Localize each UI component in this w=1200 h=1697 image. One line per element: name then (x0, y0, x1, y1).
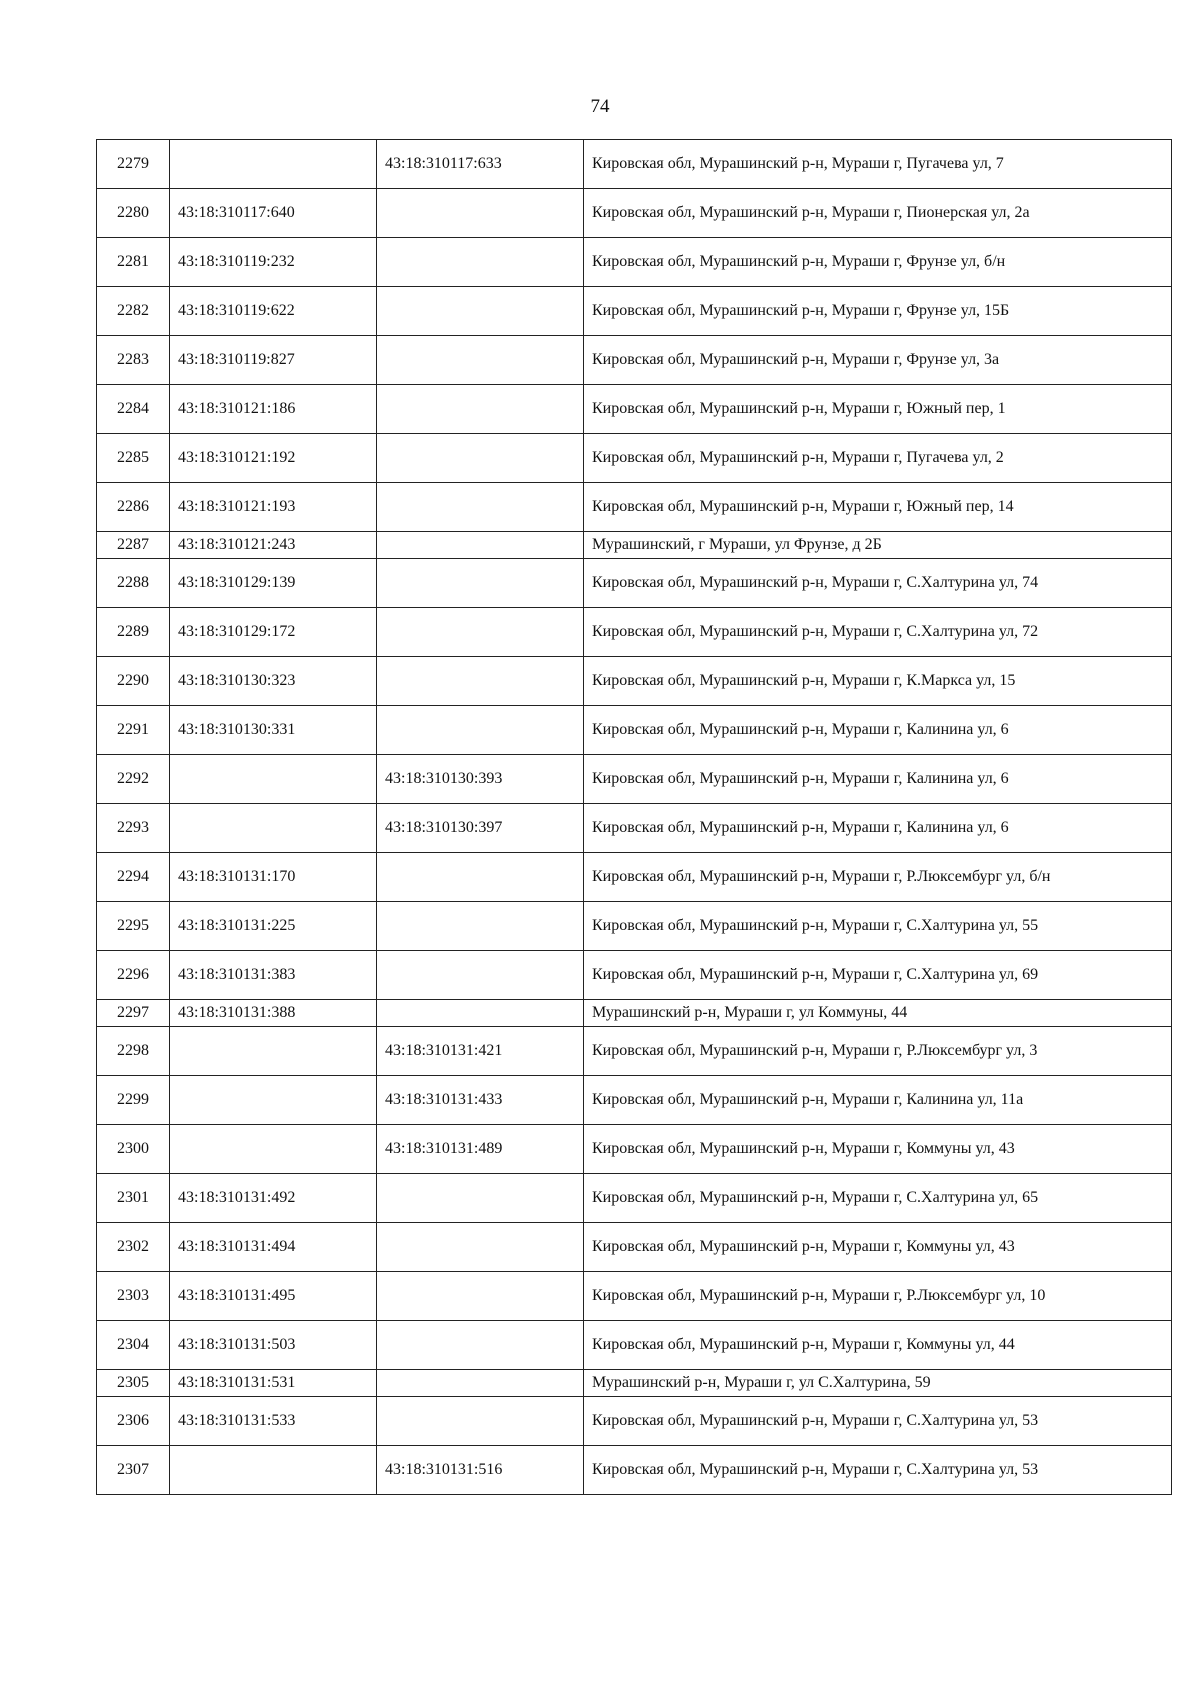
row-number-cell: 2279 (97, 140, 170, 189)
table-row (97, 1272, 1172, 1321)
building-cadastral-number-cell (377, 657, 584, 706)
row-number-cell: 2300 (97, 1125, 170, 1174)
land-cadastral-number-cell: 43:18:310119:622 (170, 287, 377, 336)
building-cadastral-number-cell: 43:18:310130:397 (377, 804, 584, 853)
row-number-cell: 2281 (97, 238, 170, 287)
land-cadastral-number-cell: 43:18:310131:492 (170, 1174, 377, 1223)
row-number-cell: 2291 (97, 706, 170, 755)
building-cadastral-number-cell: 43:18:310131:516 (377, 1446, 584, 1495)
address-cell: Кировская обл, Мурашинский р-н, Мураши г, Южный пер, 14 (584, 483, 1172, 532)
table-row (97, 385, 1172, 434)
land-cadastral-number-cell (170, 1076, 377, 1125)
land-cadastral-number-cell: 43:18:310121:186 (170, 385, 377, 434)
land-cadastral-number-cell: 43:18:310121:193 (170, 483, 377, 532)
row-number-cell: 2299 (97, 1076, 170, 1125)
table-row (97, 1076, 1172, 1125)
building-cadastral-number-cell (377, 483, 584, 532)
table-row (97, 804, 1172, 853)
land-cadastral-number-cell: 43:18:310131:388 (170, 1000, 377, 1027)
row-number-cell: 2280 (97, 189, 170, 238)
land-cadastral-number-cell: 43:18:310117:640 (170, 189, 377, 238)
table-row (97, 853, 1172, 902)
row-number-cell: 2301 (97, 1174, 170, 1223)
address-cell: Кировская обл, Мурашинский р-н, Мураши г, Калинина ул, 11а (584, 1076, 1172, 1125)
address-cell: Кировская обл, Мурашинский р-н, Мураши г, Калинина ул, 6 (584, 755, 1172, 804)
row-number-cell: 2292 (97, 755, 170, 804)
table-row (97, 532, 1172, 559)
row-number-cell: 2307 (97, 1446, 170, 1495)
land-cadastral-number-cell: 43:18:310131:225 (170, 902, 377, 951)
address-cell: Кировская обл, Мурашинский р-н, Мураши г, Пионерская ул, 2а (584, 189, 1172, 238)
row-number-cell: 2282 (97, 287, 170, 336)
building-cadastral-number-cell (377, 608, 584, 657)
building-cadastral-number-cell (377, 853, 584, 902)
table-row (97, 1174, 1172, 1223)
row-number-cell: 2287 (97, 532, 170, 559)
page-number: 74 (590, 96, 610, 117)
table-row (97, 608, 1172, 657)
table-row (97, 902, 1172, 951)
row-number-cell: 2306 (97, 1397, 170, 1446)
row-number-cell: 2284 (97, 385, 170, 434)
address-cell: Кировская обл, Мурашинский р-н, Мураши г, С.Халтурина ул, 65 (584, 1174, 1172, 1223)
building-cadastral-number-cell: 43:18:310131:433 (377, 1076, 584, 1125)
land-cadastral-number-cell: 43:18:310131:494 (170, 1223, 377, 1272)
land-cadastral-number-cell: 43:18:310131:170 (170, 853, 377, 902)
building-cadastral-number-cell: 43:18:310131:421 (377, 1027, 584, 1076)
table-row (97, 1321, 1172, 1370)
land-cadastral-number-cell: 43:18:310129:172 (170, 608, 377, 657)
building-cadastral-number-cell (377, 1223, 584, 1272)
land-cadastral-number-cell: 43:18:310121:192 (170, 434, 377, 483)
land-cadastral-number-cell: 43:18:310130:323 (170, 657, 377, 706)
address-cell: Кировская обл, Мурашинский р-н, Мураши г, Фрунзе ул, 15Б (584, 287, 1172, 336)
table-row (97, 755, 1172, 804)
table-row (97, 1223, 1172, 1272)
building-cadastral-number-cell (377, 238, 584, 287)
row-number-cell: 2297 (97, 1000, 170, 1027)
row-number-cell: 2303 (97, 1272, 170, 1321)
row-number-cell: 2296 (97, 951, 170, 1000)
address-cell: Кировская обл, Мурашинский р-н, Мураши г, Коммуны ул, 43 (584, 1223, 1172, 1272)
building-cadastral-number-cell (377, 706, 584, 755)
address-cell: Кировская обл, Мурашинский р-н, Мураши г, К.Маркса ул, 15 (584, 657, 1172, 706)
row-number-cell: 2298 (97, 1027, 170, 1076)
address-cell: Кировская обл, Мурашинский р-н, Мураши г, С.Халтурина ул, 53 (584, 1397, 1172, 1446)
building-cadastral-number-cell: 43:18:310117:633 (377, 140, 584, 189)
address-cell: Кировская обл, Мурашинский р-н, Мураши г, Фрунзе ул, 3а (584, 336, 1172, 385)
land-cadastral-number-cell (170, 755, 377, 804)
row-number-cell: 2283 (97, 336, 170, 385)
table-row (97, 238, 1172, 287)
building-cadastral-number-cell (377, 1370, 584, 1397)
building-cadastral-number-cell (377, 1321, 584, 1370)
table-row (97, 336, 1172, 385)
row-number-cell: 2288 (97, 559, 170, 608)
table-row (97, 706, 1172, 755)
row-number-cell: 2293 (97, 804, 170, 853)
table-row (97, 1125, 1172, 1174)
table-row (97, 951, 1172, 1000)
building-cadastral-number-cell (377, 336, 584, 385)
land-cadastral-number-cell: 43:18:310131:503 (170, 1321, 377, 1370)
table-row (97, 1397, 1172, 1446)
address-cell: Кировская обл, Мурашинский р-н, Мураши г, С.Халтурина ул, 69 (584, 951, 1172, 1000)
row-number-cell: 2285 (97, 434, 170, 483)
building-cadastral-number-cell (377, 1272, 584, 1321)
address-cell: Кировская обл, Мурашинский р-н, Мураши г, С.Халтурина ул, 72 (584, 608, 1172, 657)
table-row (97, 559, 1172, 608)
building-cadastral-number-cell (377, 1174, 584, 1223)
land-cadastral-number-cell: 43:18:310131:533 (170, 1397, 377, 1446)
registry-table (96, 139, 1172, 1495)
land-cadastral-number-cell (170, 1125, 377, 1174)
address-cell: Кировская обл, Мурашинский р-н, Мураши г, Р.Люксембург ул, б/н (584, 853, 1172, 902)
building-cadastral-number-cell (377, 532, 584, 559)
land-cadastral-number-cell: 43:18:310119:232 (170, 238, 377, 287)
land-cadastral-number-cell: 43:18:310130:331 (170, 706, 377, 755)
address-cell: Кировская обл, Мурашинский р-н, Мураши г, Р.Люксембург ул, 3 (584, 1027, 1172, 1076)
address-cell: Мурашинский р-н, Мураши г, ул С.Халтурина, 59 (584, 1370, 1172, 1397)
table-row (97, 189, 1172, 238)
registry-table-body (97, 140, 1172, 1495)
building-cadastral-number-cell (377, 1000, 584, 1027)
building-cadastral-number-cell (377, 1397, 584, 1446)
table-row (97, 140, 1172, 189)
address-cell: Кировская обл, Мурашинский р-н, Мураши г, Пугачева ул, 2 (584, 434, 1172, 483)
building-cadastral-number-cell (377, 951, 584, 1000)
row-number-cell: 2304 (97, 1321, 170, 1370)
address-cell: Кировская обл, Мурашинский р-н, Мураши г, Калинина ул, 6 (584, 804, 1172, 853)
row-number-cell: 2290 (97, 657, 170, 706)
address-cell: Кировская обл, Мурашинский р-н, Мураши г, Р.Люксембург ул, 10 (584, 1272, 1172, 1321)
land-cadastral-number-cell: 43:18:310131:495 (170, 1272, 377, 1321)
address-cell: Кировская обл, Мурашинский р-н, Мураши г, Пугачева ул, 7 (584, 140, 1172, 189)
row-number-cell: 2294 (97, 853, 170, 902)
row-number-cell: 2289 (97, 608, 170, 657)
building-cadastral-number-cell (377, 434, 584, 483)
address-cell: Мурашинский, г Мураши, ул Фрунзе, д 2Б (584, 532, 1172, 559)
land-cadastral-number-cell: 43:18:310131:531 (170, 1370, 377, 1397)
table-row (97, 1027, 1172, 1076)
building-cadastral-number-cell (377, 385, 584, 434)
land-cadastral-number-cell (170, 1027, 377, 1076)
address-cell: Кировская обл, Мурашинский р-н, Мураши г, С.Халтурина ул, 74 (584, 559, 1172, 608)
address-cell: Кировская обл, Мурашинский р-н, Мураши г, С.Халтурина ул, 55 (584, 902, 1172, 951)
land-cadastral-number-cell: 43:18:310129:139 (170, 559, 377, 608)
table-row (97, 483, 1172, 532)
land-cadastral-number-cell: 43:18:310119:827 (170, 336, 377, 385)
row-number-cell: 2305 (97, 1370, 170, 1397)
building-cadastral-number-cell: 43:18:310131:489 (377, 1125, 584, 1174)
building-cadastral-number-cell (377, 287, 584, 336)
table-row (97, 1000, 1172, 1027)
address-cell: Мурашинский р-н, Мураши г, ул Коммуны, 44 (584, 1000, 1172, 1027)
table-row (97, 657, 1172, 706)
row-number-cell: 2286 (97, 483, 170, 532)
building-cadastral-number-cell: 43:18:310130:393 (377, 755, 584, 804)
address-cell: Кировская обл, Мурашинский р-н, Мураши г, Фрунзе ул, б/н (584, 238, 1172, 287)
address-cell: Кировская обл, Мурашинский р-н, Мураши г, Коммуны ул, 43 (584, 1125, 1172, 1174)
land-cadastral-number-cell: 43:18:310131:383 (170, 951, 377, 1000)
address-cell: Кировская обл, Мурашинский р-н, Мураши г, Коммуны ул, 44 (584, 1321, 1172, 1370)
table-row (97, 434, 1172, 483)
table-row (97, 287, 1172, 336)
address-cell: Кировская обл, Мурашинский р-н, Мураши г, С.Халтурина ул, 53 (584, 1446, 1172, 1495)
land-cadastral-number-cell: 43:18:310121:243 (170, 532, 377, 559)
row-number-cell: 2302 (97, 1223, 170, 1272)
building-cadastral-number-cell (377, 189, 584, 238)
building-cadastral-number-cell (377, 559, 584, 608)
row-number-cell: 2295 (97, 902, 170, 951)
land-cadastral-number-cell (170, 804, 377, 853)
table-row (97, 1446, 1172, 1495)
table-row (97, 1370, 1172, 1397)
address-cell: Кировская обл, Мурашинский р-н, Мураши г, Южный пер, 1 (584, 385, 1172, 434)
address-cell: Кировская обл, Мурашинский р-н, Мураши г, Калинина ул, 6 (584, 706, 1172, 755)
land-cadastral-number-cell (170, 140, 377, 189)
building-cadastral-number-cell (377, 902, 584, 951)
land-cadastral-number-cell (170, 1446, 377, 1495)
